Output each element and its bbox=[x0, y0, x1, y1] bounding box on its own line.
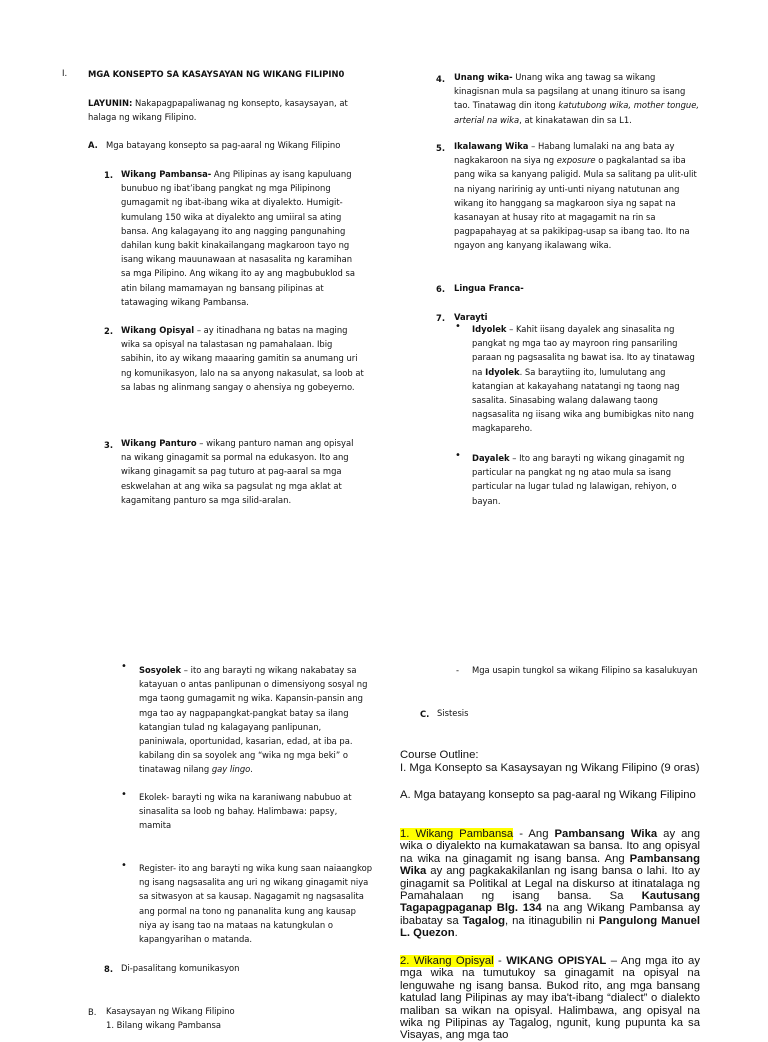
layunin-paragraph bbox=[88, 96, 368, 124]
dash-item-text: Mga usapin tungkol sa wikang Filipino sa kasalukuyan bbox=[472, 665, 698, 675]
idyolek-bold: Idyolek bbox=[485, 366, 520, 377]
sosyolek-paragraph bbox=[139, 663, 369, 777]
layunin-label: LAYUNIN: bbox=[88, 98, 133, 108]
item-1-text: Ang Pilipinas ay isang kapuluang bunubuo ng ibat’ibang pangkat ng mga Pilipinong gumagamit ng ibat-ibang wika at diyalekto. Humigit-kumulang 150 wika at diyalekto ang umiiral sa ating bansa. Ang kalagayang ito ang nagging pangunahing dahilan kung bakit kinakailangang magkaroon tayo ng isang wikang mauunawaan at nasasalita ng karamihan sa mga Pilipino. Ang wikang ito ay ang magbubuklod sa atin bilang mamamayan ng bansang pilipinas at tatawaging wikang Pambansa. bbox=[121, 169, 356, 307]
item-5-paragraph bbox=[454, 139, 702, 253]
bullet-icon: • bbox=[121, 661, 127, 672]
item-3-number: 3. bbox=[104, 440, 114, 450]
register-paragraph: Register- ito ang barayti ng wika kung saan naiaangkop ng isang nagsasalita ang uri ng wikang ginagamit niya sa sitwasyon at sa kausap. Nagagamit ng nagsasalita ang pormal na tono ng pananalita kung ang kausap niya ay isang tao na mataas na katungkulan o kapangyarihan o matanda. bbox=[139, 863, 373, 945]
dayalek-paragraph bbox=[472, 451, 702, 508]
item-2-text: – ay itinadhana ng batas na maging wika sa opisyal na talastasan ng pamahalaan. Ibig sabihin, ito ay wikang maaaring gamitin sa anumang uri ng komunikasyon, lalo na sa anyong nakasulat, sa loob at sa labas ng alinmang sangay o ahensiya ng gobeyerno. bbox=[121, 325, 364, 392]
item-4-text-a: Unang wika ang tawag sa wikang kinagisnan mula sa pagsilang at unang itinuro sa isang tao. Tinatawag din itong bbox=[454, 72, 686, 111]
sosyolek-text-b: . bbox=[250, 764, 253, 775]
item-7-number: 7. bbox=[436, 313, 446, 323]
course-outline-line-1: I. Mga Konsepto sa Kasaysayan ng Wikang Filipino (9 oras) bbox=[400, 762, 700, 774]
section-b-letter: B. bbox=[88, 1007, 97, 1017]
dayalek-label: Dayalek bbox=[472, 453, 510, 463]
item-4-text-b: , at kinakatawan din sa L1. bbox=[519, 114, 632, 125]
item-5-label: Ikalawang Wika bbox=[454, 141, 529, 151]
section-b-title: Kasaysayan ng Wikang Filipino bbox=[106, 1006, 235, 1016]
item-6-number: 6. bbox=[436, 284, 446, 294]
layunin-text: Nakapagpapaliwanag ng konsepto, kasaysayan, at halaga ng wikang Filipino. bbox=[88, 98, 348, 123]
item-5-italic: exposure bbox=[556, 155, 596, 166]
sosyolek-italic: gay lingo bbox=[211, 764, 251, 775]
ekolek-paragraph: Ekolek- barayti ng wika na karaniwang nabubuo at sinasalita sa loob ng bahay. Halimbawa: papsy, mamita bbox=[139, 792, 352, 831]
course-paragraph-1: 1. Wikang Pambansa - Ang Pambansang Wika ay ang wika o diyalekto na kumakatawan sa bansa. Ito ang opisyal na wika na ginagamit ng isang bansa. Ang Pambansang Wika ay ang pagkakakilanlan ng isang bansa o lahi. Ito ay ginagamit sa Politikal at Legal na diskurso at itinatalaga ng Pamahalaan ng isang bansa. Sa Kautusang Tagapagpaganap Blg. 134 na ang Wikang Pambansa ay ibabatay sa Tagalog, na itinagubilin ni Pangulong Manuel L. Quezon. bbox=[400, 828, 701, 940]
idyolek-text-b: . Sa baraytiing ito, lumulutang ang katangian at kakayahang natatangi ng taong nag sasalita. Sinasabing walang dalawang taong nagsasalita ng iisang wika ang bumibigkas nito nang magkapareho. bbox=[472, 366, 694, 434]
highlighted-heading: 1. Wikang Pambansa bbox=[400, 828, 514, 840]
dash-marker: - bbox=[456, 665, 460, 675]
item-6-label: Lingua Franca- bbox=[454, 283, 524, 293]
section-b-item-1: 1. Bilang wikang Pambansa bbox=[106, 1020, 221, 1030]
bullet-icon: • bbox=[455, 450, 461, 461]
idyolek-paragraph bbox=[472, 322, 702, 436]
item-3-label: Wikang Panturo bbox=[121, 438, 197, 448]
bullet-icon: • bbox=[121, 860, 127, 871]
course-outline-heading: Course Outline: bbox=[400, 749, 479, 761]
item-3-paragraph bbox=[121, 436, 364, 507]
item-2-number: 2. bbox=[104, 326, 114, 336]
item-3-text: – wikang panturo naman ang opisyal na wikang ginagamit sa pormal na edukasyon. Ito ang wikang ginagamit sa pag tuturo at pag-aaral sa mga eskwelahan at ang wika sa pagsulat ng mga aklat at kagamitang panturo sa mga silid-aralan. bbox=[121, 438, 354, 505]
idyolek-label: Idyolek bbox=[472, 324, 507, 334]
item-4-paragraph bbox=[454, 70, 702, 127]
item-7-label: Varayti bbox=[454, 312, 488, 322]
sosyolek-text-a: – ito ang barayti ng wikang nakabatay sa katayuan o antas panlipunan o dimensiyong sosyal ng mga taong gumagamit ng wika. Kapansin-pansin ang mga tao ay nagpapangkat-pangkat batay sa ilang katangian tulad ng kalagayang panlipunan, paniniwala, oportunidad, kasarian, edad, at iba pa. kabilang din sa soyolek ang “wika ng mga beki” o tinatawag nilang bbox=[139, 665, 368, 775]
item-1-paragraph bbox=[121, 167, 364, 309]
course-paragraph-2: 2. Wikang Opisyal - WIKANG OPISYAL – Ang mga ito ay mga wika na tumutukoy sa ginagamit na opisyal na lenguwahe ng isang bansa. Bukod rito, ang mga bansang katulad lang Pilipinas ay may iba't-ibang “dialect” o dialekto maliban sa wikan na opisyal. Halimbawa, ang opisyal na wika ng Pilipinas ay Tagalog, ngunit, kung pupunta ka sa Visayas, ang mga tao bbox=[400, 955, 700, 1042]
dayalek-text: – Ito ang barayti ng wikang ginagamit ng particular na pangkat ng ng atao mula sa isang particular na lugar tulad ng lalawigan, rehiyon, o bayan. bbox=[472, 453, 685, 506]
item-8-number: 8. bbox=[104, 964, 114, 974]
item-8-label: Di-pasalitang komunikasyon bbox=[121, 963, 240, 973]
item-2-label: Wikang Opisyal bbox=[121, 325, 195, 335]
course-outline-line-2: A. Mga batayang konsepto sa pag-aaral ng Wikang Filipino bbox=[400, 789, 696, 801]
item-4-italic: katutubong wika, mother tongue, arterial na wika bbox=[454, 100, 700, 125]
bullet-icon: • bbox=[455, 321, 461, 332]
section-c-letter: C. bbox=[420, 709, 430, 719]
item-2-paragraph bbox=[121, 323, 364, 394]
item-4-number: 4. bbox=[436, 74, 446, 84]
section-a-letter: A. bbox=[88, 140, 98, 150]
roman-numeral: I. bbox=[62, 68, 68, 78]
idyolek-text-a: – Kahit iisang dayalek ang sinasalita ng pangkat ng mga tao ay mayroon ring pansariling paraan ng pagsasalita ng bawat isa. Ito ay tinatawag na bbox=[472, 324, 695, 377]
item-5-text-a: – Habang lumalaki na ang bata ay nagkakaroon na siya ng bbox=[454, 141, 675, 166]
item-1-number: 1. bbox=[104, 170, 114, 180]
section-c-title: Sistesis bbox=[437, 708, 469, 718]
bullet-icon: • bbox=[121, 789, 127, 800]
section-title: MGA KONSEPTO SA KASAYSAYAN NG WIKANG FILIPIN0 bbox=[88, 69, 345, 79]
item-1-label: Wikang Pambansa- bbox=[121, 169, 212, 179]
section-a-title: Mga batayang konsepto sa pag-aaral ng Wikang Filipino bbox=[106, 140, 341, 150]
item-5-number: 5. bbox=[436, 143, 446, 153]
sosyolek-label: Sosyolek bbox=[139, 665, 182, 675]
item-4-label: Unang wika- bbox=[454, 72, 513, 82]
highlighted-heading: 2. Wikang Opisyal bbox=[400, 955, 494, 967]
item-5-text-b: o pagkalantad sa iba pang wika sa kanyang paligid. Mula sa salitang pa ulit-ulit na niyang naririnig ay unti-unti niyang natutunan ang wikang ito hanggang sa magkaroon siya ng sapat na kasanayan at husay rito at magagamit na rin sa pagpapahayag at sa pakikipag-usap sa ibang tao. Ito na ngayon ang kanyang ikalawang wika. bbox=[454, 155, 697, 251]
